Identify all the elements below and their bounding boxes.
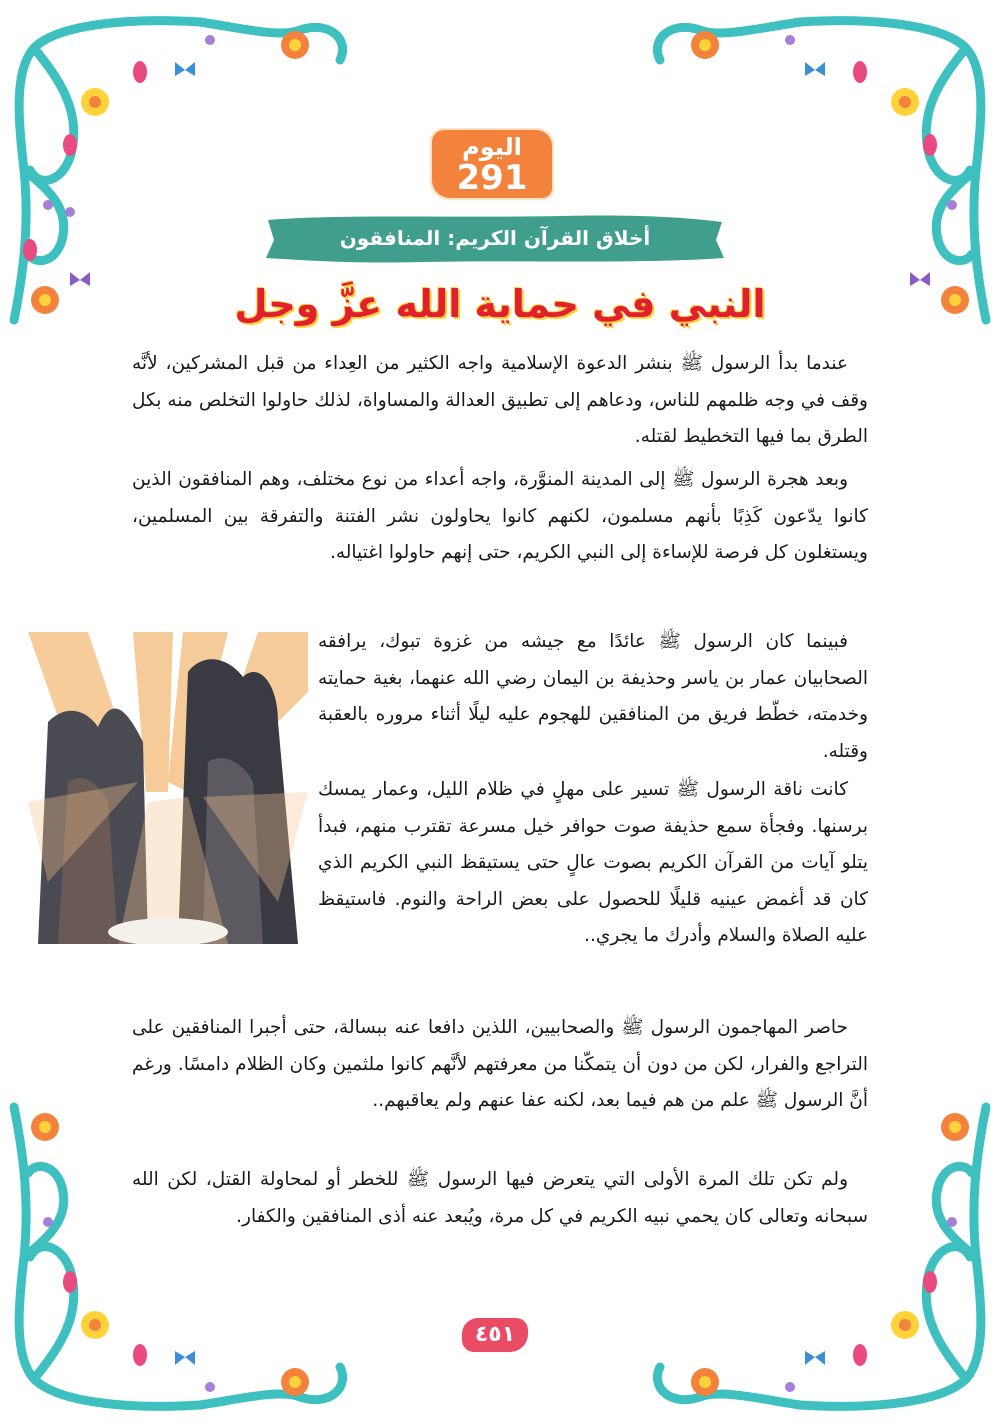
paragraph: فبينما كان الرسول ﷺ عائدًا مع جيشه من غزوة تبوك، يرافقه الصحابيان عمار بن ياسر وحذيفة بن اليمان رضي الله عنهما، بغية حمايته وخدمته، خطّط فريق من المنافقين للهجوم عليه ليلًا أثناء مروره بالعقبة وقتله. [318,631,868,762]
page-title: النبي في حماية الله عزَّ وجل [234,282,766,326]
flower-icon [31,31,309,314]
day-label: اليوم [462,133,522,161]
corner-ornament [0,1097,370,1427]
tulip-icon [23,61,147,261]
flower-icon [31,1113,309,1396]
paragraph: عندما بدأ الرسول ﷺ بنشر الدعوة الإسلامية واجه الكثير من العِداء من قبل المشركين، لأنَّه وقف في وجه ظلمهم للناس، ودعاهم إلى تطبيق العدالة والمساواة، لذلك حاولوا التخلص منه بكل الطرق بما فيها التخطيط لقتله. [132,353,868,447]
paragraph: وبعد هجرة الرسول ﷺ إلى المدينة المنوَّرة، واجه أعداء من نوع مختلف، وهم المنافقون الذين كانوا يدّعون كَذِبًا بأنهم مسلمون، لكنهم كانوا يحاولون نشر الفتنة والتفرقة بين المسلمين، ويستغلون كل فرصة للإساءة إلى النبي الكريم، حتى إنهم حاولوا اغتياله. [132,469,868,563]
butterfly-icon [175,1351,195,1365]
flower-icon [691,31,969,314]
page-number: ٤٥١ [462,1318,528,1352]
paragraph: ولم تكن تلك المرة الأولى التي يتعرض فيها الرسول ﷺ للخطر أو لمحاولة القتل، لكن الله سبحانه وتعالى كان يحمي نبيه الكريم في كل مرة، ويُبعد عنه أذى المنافقين والكفار. [132,1169,868,1227]
butterfly-icon [805,1351,825,1365]
flower-icon [691,1113,969,1396]
paragraph: حاصر المهاجمون الرسول ﷺ والصحابيين، اللذين دافعا عنه ببسالة، حتى أجبرا المنافقين على التراجع والفرار، لكن من دون أن يتمكّنا من معرفتهم لأنَّهم كانوا ملثمين وكان الظلام دامسًا. ورغم أنَّ الرسول ﷺ علم من هم فيما بعد، لكنه عفا عنهم ولم يعاقبهم.. [132,1017,868,1111]
corner-ornament [0,0,370,330]
topic-banner [262,214,728,264]
corner-ornament [630,0,1000,330]
topic-label: أخلاق القرآن الكريم: المنافقون [339,226,651,250]
paragraph: كانت ناقة الرسول ﷺ تسير على مهلٍ في ظلام الليل، وعمار يمسك برسنها. وفجأة سمع حذيفة صوت حوافر خيل مسرعة تقترب منهم، فبدأ يتلو آيات من القرآن الكريم بصوت عالٍ حتى يستيقظ النبي الكريم الذي كان قد أغمض عينيه قليلًا للحصول على بعض الراحة والنوم. فاستيقظ عليه الصلاة والسلام وأدرك ما يجري.. [318,779,868,946]
day-number: 291 [456,158,528,198]
day-badge [430,128,554,200]
corner-ornament [630,1097,1000,1427]
mountain-pass-illustration [28,632,308,944]
